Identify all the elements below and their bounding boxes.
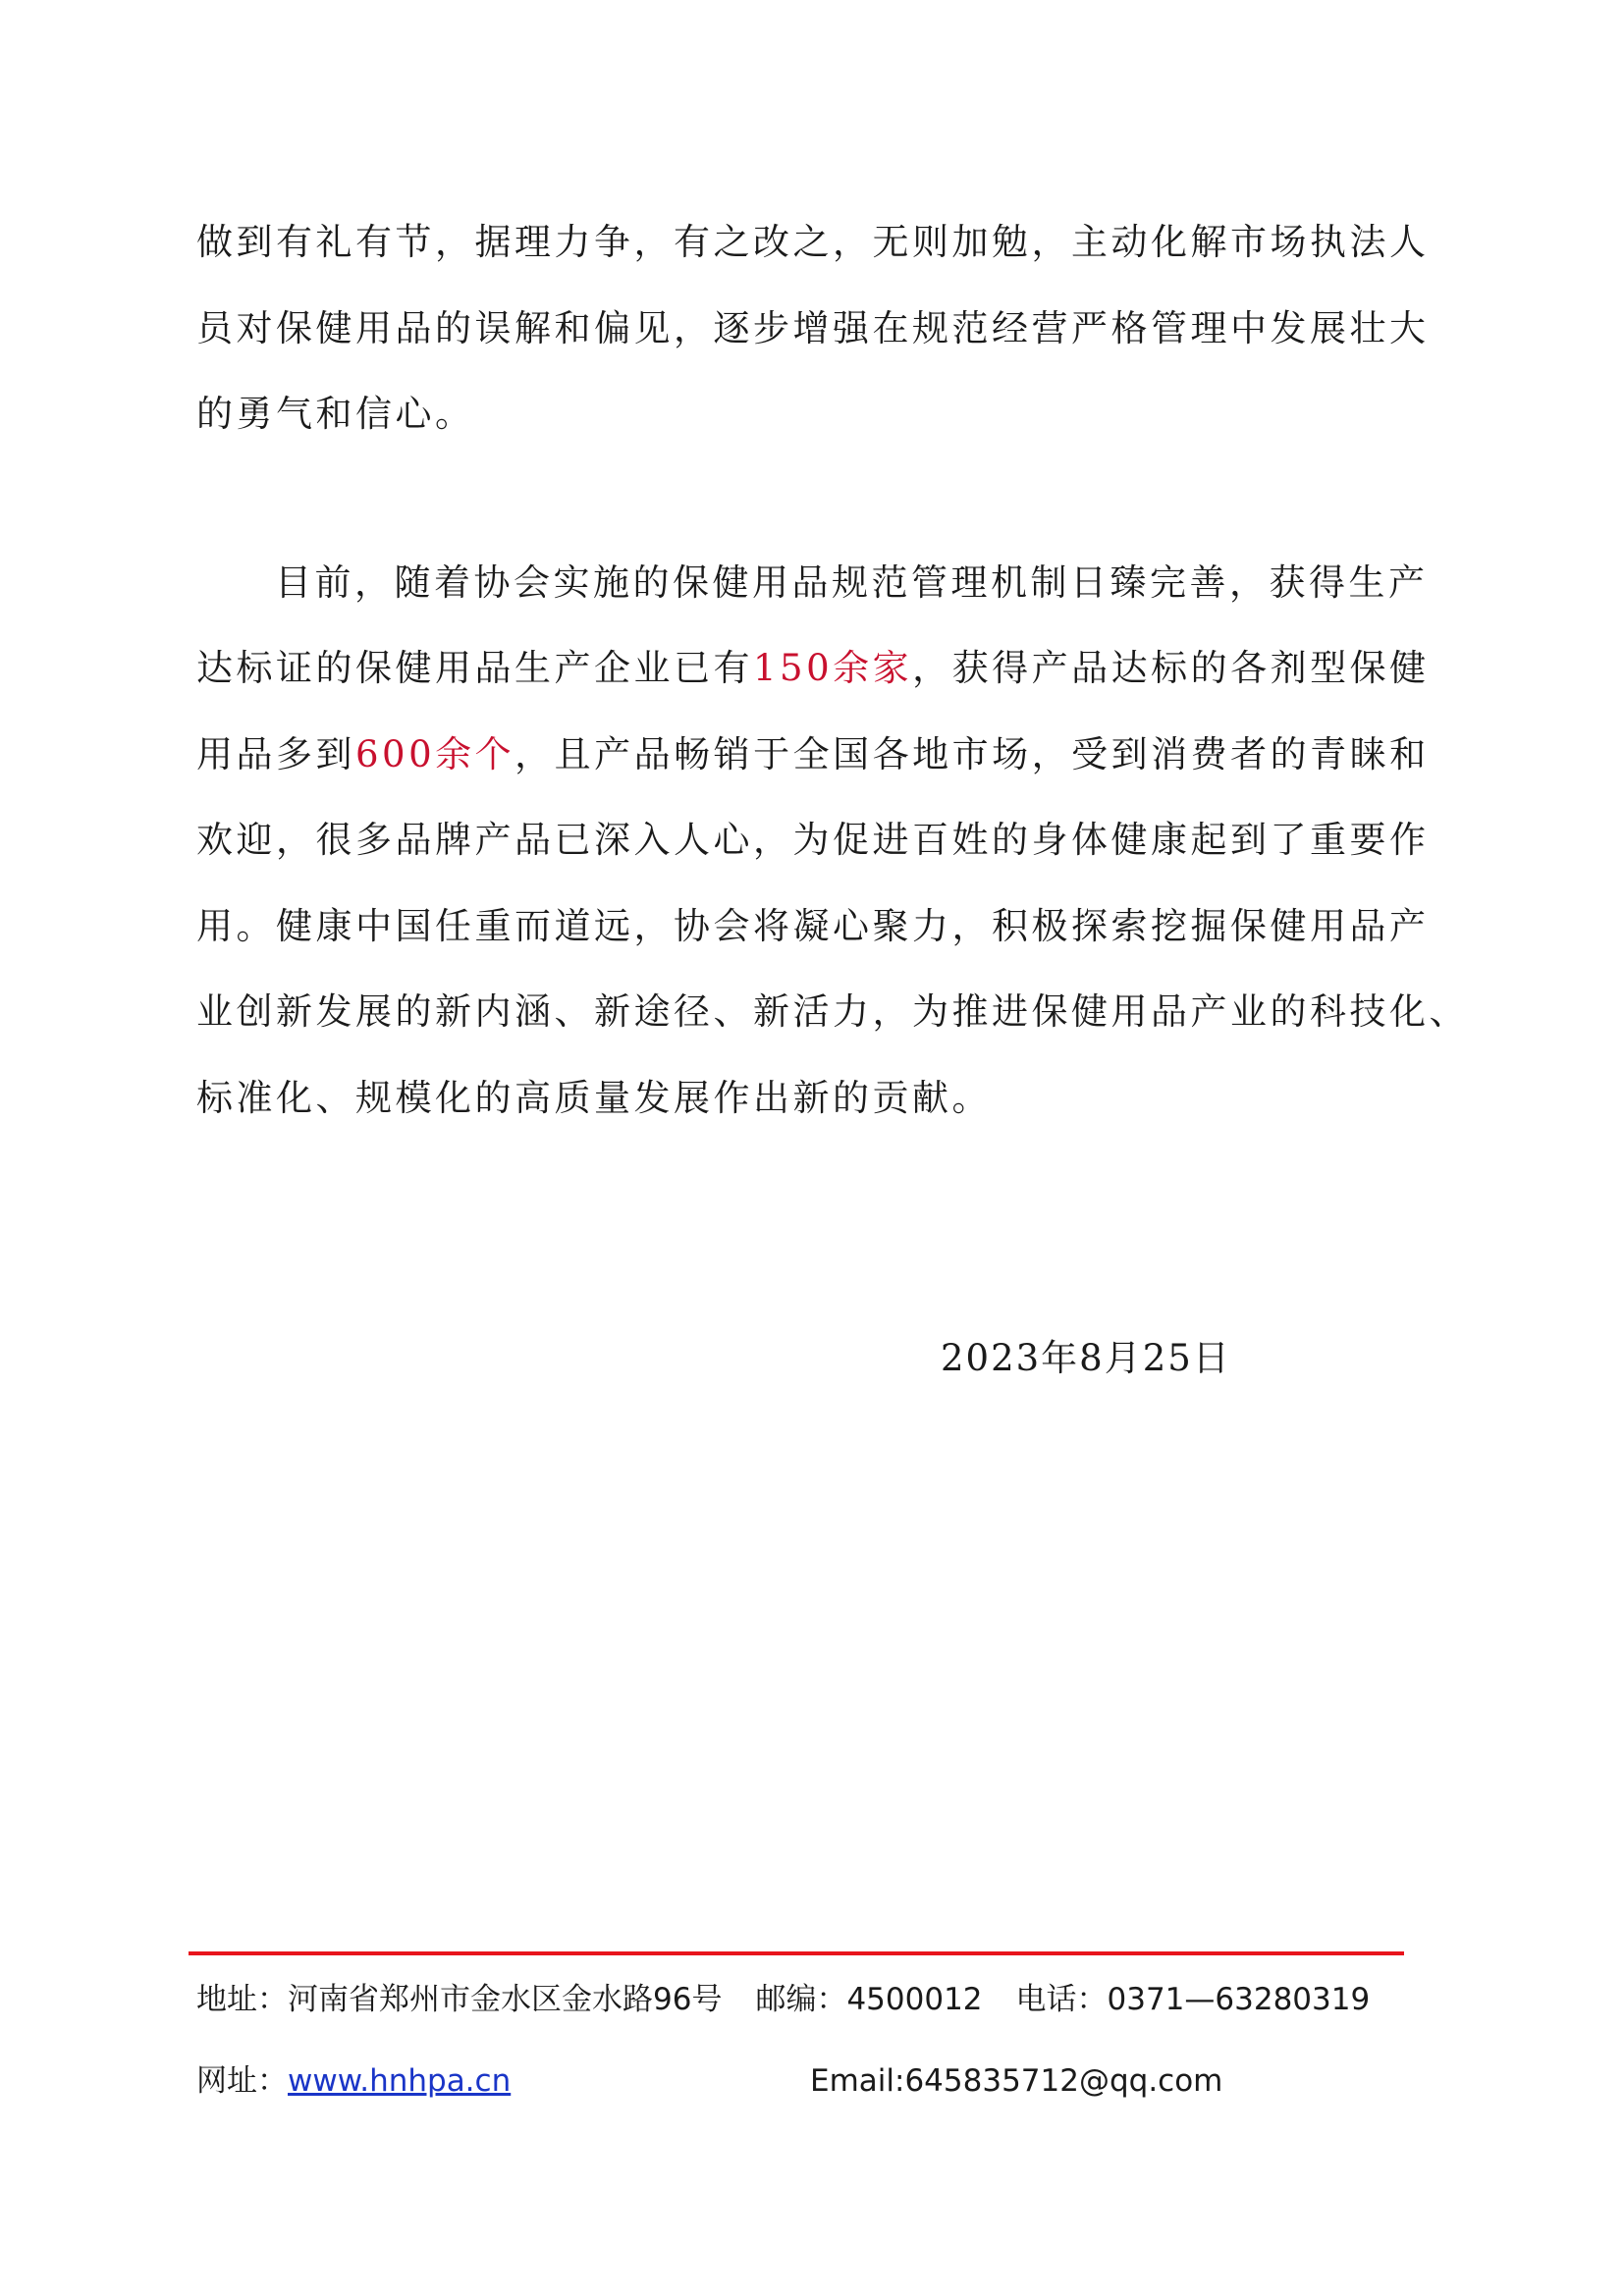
footer-contact-line (196, 1975, 1370, 2024)
paragraph-text: 达标证的保健用品生产企业已有 (196, 647, 753, 689)
postcode-label: 邮编： (755, 1982, 847, 2017)
paragraph-text: ，且产品畅销于全国各地市场，受到消费者的青睐和 (514, 733, 1430, 775)
highlight-count-enterprises: 150余家 (753, 647, 913, 689)
paragraph-line: 欢迎，很多品牌产品已深入人心，为促进百姓的身体健康起到了重要作 (196, 819, 1430, 861)
postcode-value: 4500012 (846, 1982, 983, 2017)
footer-web-line (196, 2056, 511, 2106)
document-date: 2023年8月25日 (941, 1337, 1231, 1379)
phone-label: 电话： (1015, 1982, 1108, 2017)
paragraph-line: 目前，随着协会实施的保健用品规范管理机制日臻完善，获得生产 (275, 561, 1429, 604)
paragraph-line (196, 625, 1430, 712)
paragraph-text: ，获得产品达标的各剂型保健 (912, 647, 1430, 689)
paragraph-line: 标准化、规模化的高质量发展作出新的贡献。 (196, 1077, 992, 1119)
paragraph-line: 业创新发展的新内涵、新途径、新活力，为推进保健用品产业的科技化、 (196, 990, 1469, 1033)
paragraph-line: 做到有礼有节，据理力争，有之改之，无则加勉，主动化解市场执法人 (196, 221, 1430, 263)
highlight-count-products: 600余个 (355, 733, 515, 775)
paragraph-line (196, 712, 1430, 798)
website-label: 网址： (196, 2063, 288, 2099)
email-label: Email: (810, 2063, 905, 2099)
address-value: 河南省郑州市金水区金水路96号 (288, 1982, 723, 2017)
email-value: 645835712@qq.com (904, 2063, 1223, 2099)
paragraph-text: 用品多到 (196, 733, 355, 775)
paragraph-line: 的勇气和信心。 (196, 393, 475, 435)
phone-value: 0371—63280319 (1107, 1982, 1371, 2017)
paragraph-line: 员对保健用品的误解和偏见，逐步增强在规范经营严格管理中发展壮大 (196, 307, 1430, 349)
website-link[interactable]: www.hnhpa.cn (288, 2063, 512, 2099)
paragraph-line: 用。健康中国任重而道远，协会将凝心聚力，积极探索挖掘保健用品产 (196, 905, 1430, 947)
footer-divider (189, 1951, 1404, 1955)
address-label: 地址： (196, 1982, 288, 2017)
footer-email (810, 2056, 1222, 2106)
